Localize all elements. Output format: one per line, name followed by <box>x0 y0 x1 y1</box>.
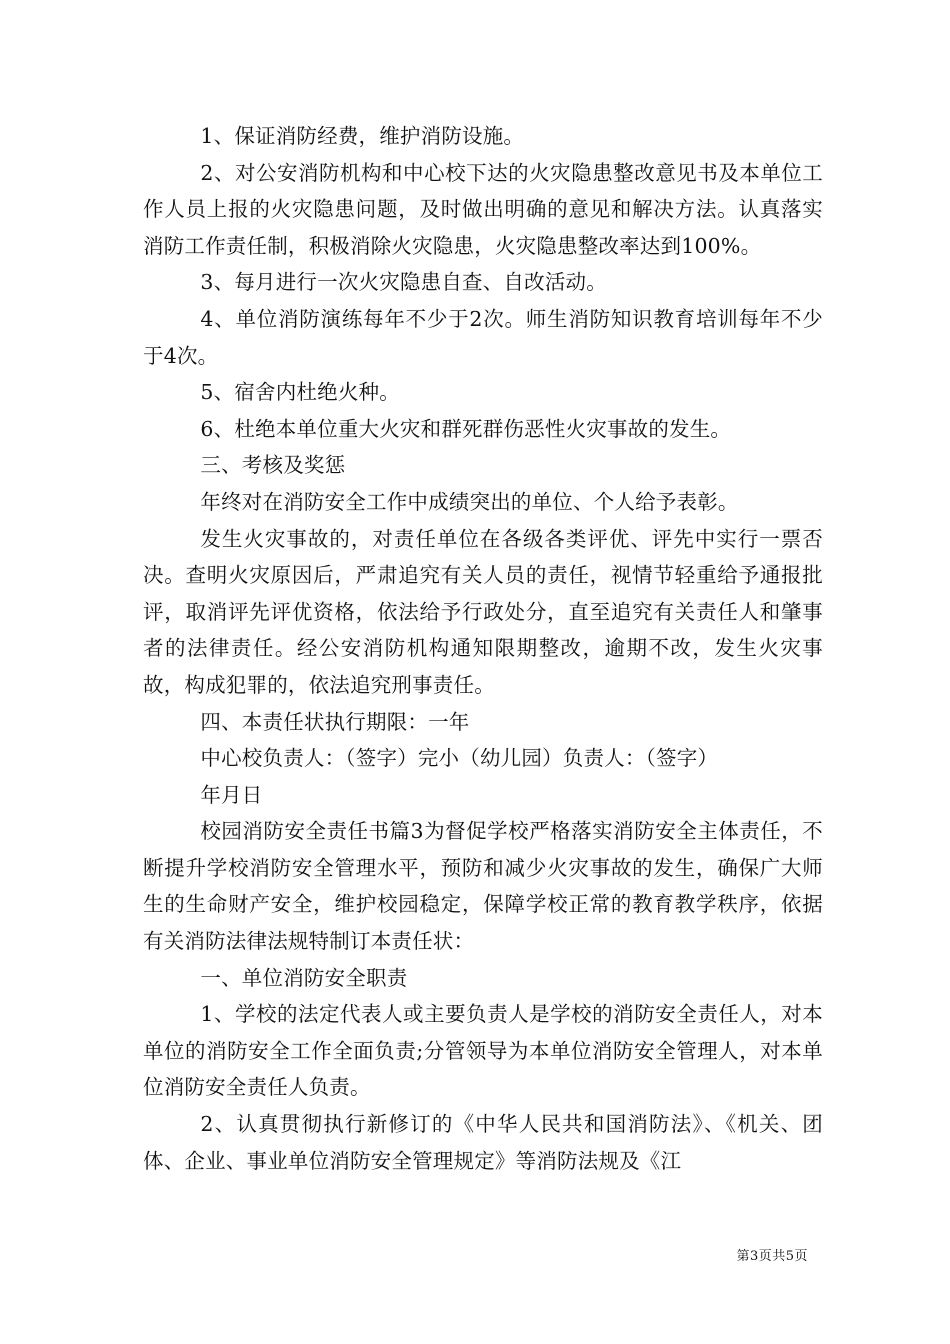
date-line: 年月日 <box>200 782 263 807</box>
section-heading-duties: 一、单位消防安全职责 <box>200 965 408 990</box>
paragraph-9: 校园消防安全责任书篇3为督促学校严格落实消防安全主体责任，不断提升学校消防安全管理水平，预防和减少火灾事故的发生，确保广大师生的生命财产安全，维护校园稳定，保障学校正常的教育教学秩序，依据有关消防法律法规特制订本责任状： <box>143 819 823 954</box>
signature-line: 中心校负责人：（签字）完小（幼儿园）负责人：（签字） <box>200 746 719 771</box>
paragraph-11: 2、认真贯彻执行新修订的《中华人民共和国消防法》、《机关、团体、企业、事业单位消防安全管理规定》等消防法规及《江 <box>143 1112 823 1173</box>
document-body <box>143 118 823 1179</box>
paragraph-4: 4、单位消防演练每年不少于2次。师生消防知识教育培训每年不少于4次。 <box>143 306 823 368</box>
paragraph-6: 6、杜绝本单位重大火灾和群死群伤恶性火灾事故的发生。 <box>200 416 732 441</box>
paragraph-7: 年终对在消防安全工作中成绩突出的单位、个人给予表彰。 <box>200 489 739 514</box>
section-heading-assessment: 三、考核及奖惩 <box>200 453 346 478</box>
paragraph-3: 3、每月进行一次火灾隐患自查、自改活动。 <box>200 270 607 295</box>
paragraph-10: 1、学校的法定代表人或主要负责人是学校的消防安全责任人，对本单位的消防安全工作全面负责;分管领导为本单位消防安全管理人，对本单位消防安全责任人负责。 <box>143 1002 823 1100</box>
page-number: 第3页共5页 <box>736 1249 808 1264</box>
paragraph-5: 5、宿舍内杜绝火种。 <box>200 380 400 405</box>
paragraph-2: 2、对公安消防机构和中心校下达的火灾隐患整改意见书及本单位工作人员上报的火灾隐患问题，及时做出明确的意见和解决方法。认真落实消防工作责任制，积极消除火灾隐患，火灾隐患整改率达到100%。 <box>143 160 823 258</box>
paragraph-1: 1、保证消防经费，维护消防设施。 <box>200 124 525 148</box>
paragraph-8: 发生火灾事故的，对责任单位在各级各类评优、评先中实行一票否决。查明火灾原因后，严肃追究有关人员的责任，视情节轻重给予通报批评，取消评先评优资格，依法给予行政处分，直至追究有关责任人和肇事者的法律责任。经公安消防机构通知限期整改，逾期不改，发生火灾事故，构成犯罪的，依法追究刑事责任。 <box>143 526 823 697</box>
section-heading-term: 四、本责任状执行期限：一年 <box>200 709 470 734</box>
